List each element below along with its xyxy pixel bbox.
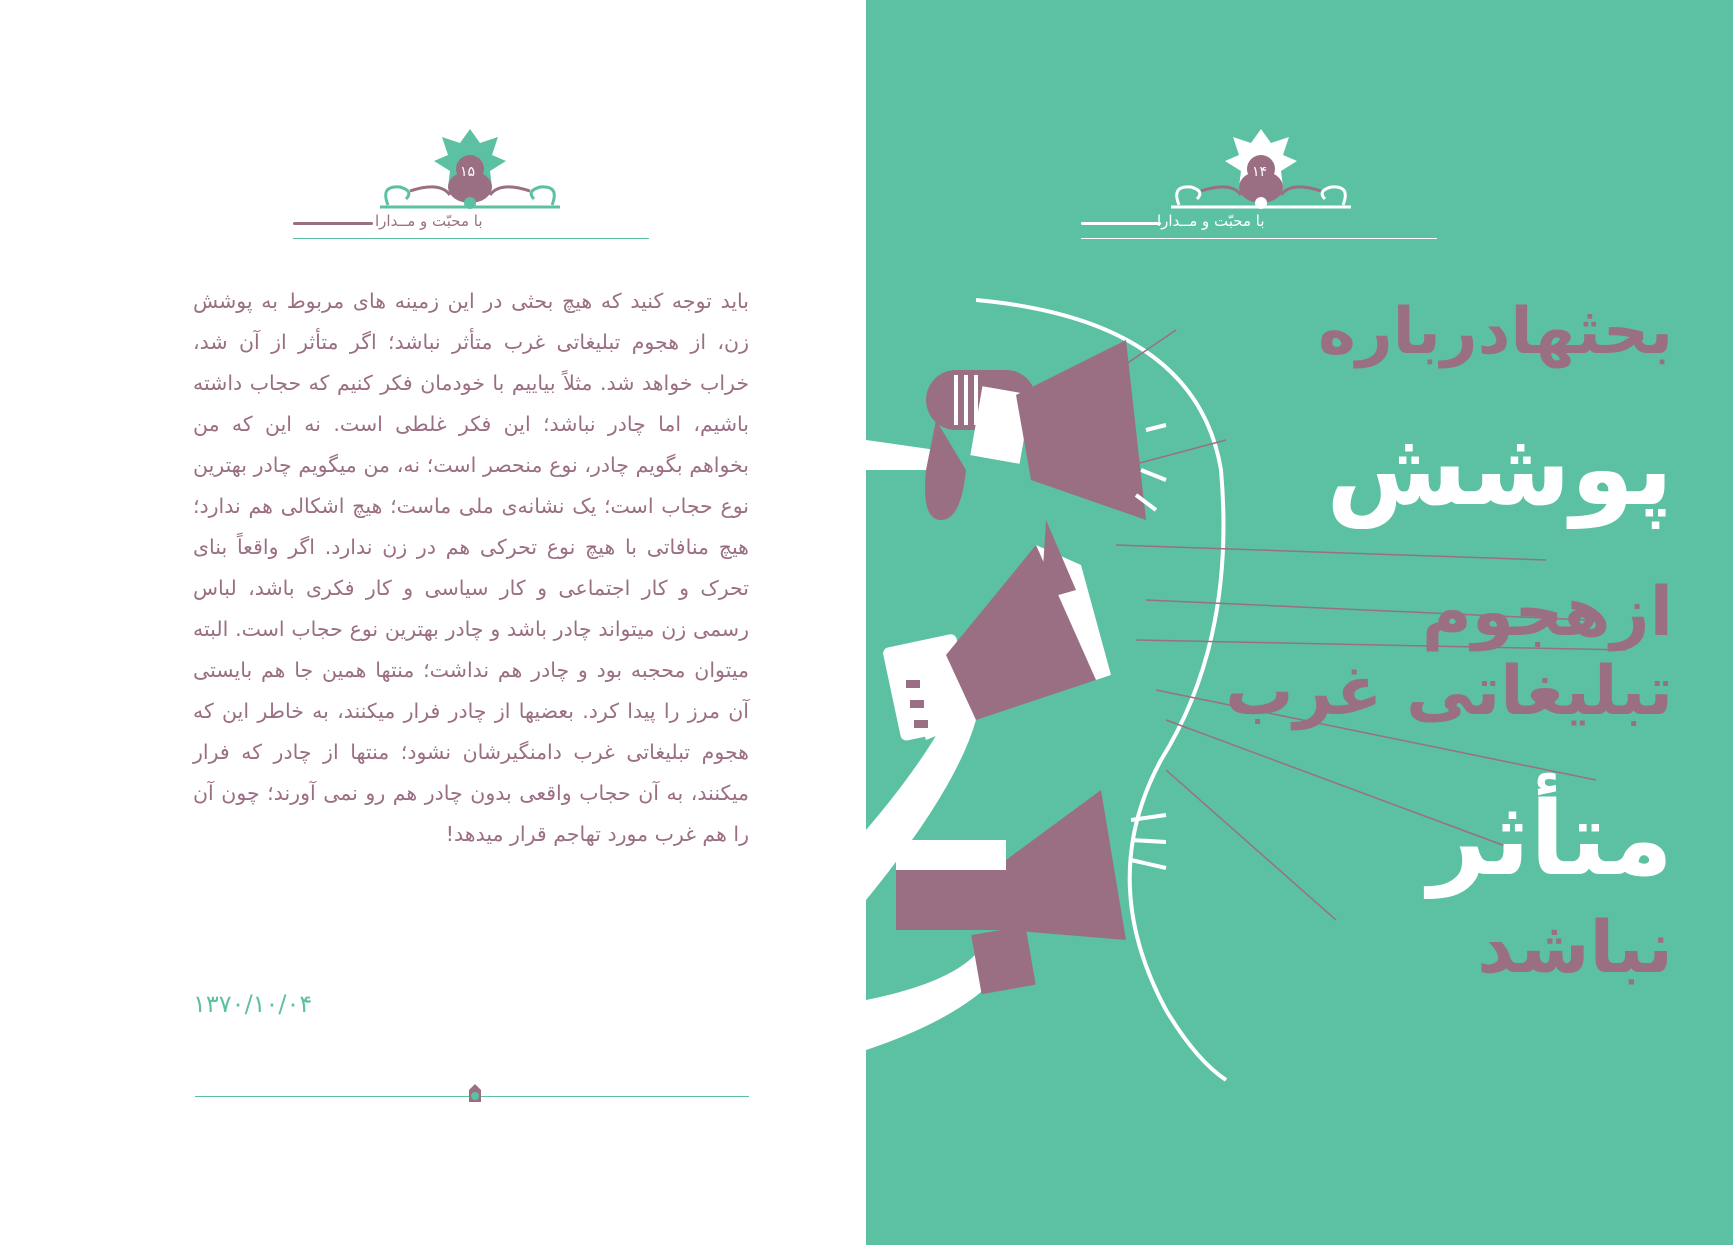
- date: ۱۳۷۰/۱۰/۰۴: [193, 990, 313, 1018]
- header-bar: [293, 222, 373, 225]
- title-line-1: بحثهادرباره: [1318, 295, 1673, 369]
- title-line-4: تبلیغاتی غرب: [1225, 652, 1673, 731]
- header-bar: [1081, 222, 1161, 225]
- left-page-number: ۱۵: [460, 164, 476, 180]
- footer-ornament-icon: [463, 1082, 487, 1106]
- title-line-5: متأثر: [1428, 780, 1673, 899]
- body-paragraph: باید توجه کنید که هیچ بحثی در این زمینه های مربوط به پوشش زن، از هجوم تبلیغاتی غرب متأثر نباشد؛ اگر متأثر از آن شد، خراب خواهد شد. مثلاً بیاییم با خودمان فکر کنیم که حجاب داشته باشیم، اما چادر نباشد؛ این فکر غلطی است. نه این که من بخواهم بگویم چادر، نوع منحصر است؛ نه، من میگویم چادر بهترین نوع حجاب است؛ یک نشانه‌ی ملی ماست؛ هیچ اشکالی هم ندارد؛ هیچ منافاتی با هیچ نوع تحرکی هم در زن ندارد. اگر واقعاً بنای تحرک و کار اجتماعی و کار سیاسی و کار فکری باشد، لباس رسمی زن میتواند چادر باشد و چادر بهترین نوع حجاب است. البته میتوان محجبه بود و چادر هم نداشت؛ منتها همین جا هم بایستی آن مرز را پیدا کرد. بعضیها از چادر فرار میکنند، به خاطر این که هجوم تبلیغاتی غرب دامنگیرشان نشود؛ منتها از چادر که فرار میکنند، به آن حجاب واقعی بدون چادر هم رو نمی آورند؛ چون آن را هم غرب مورد تهاجم قرار میدهد!: [193, 289, 749, 846]
- left-page-header: با محبّت و مــدارا: [375, 212, 483, 230]
- megaphone-top: [866, 340, 1166, 520]
- right-page-header: با محبّت و مــدارا: [1157, 212, 1265, 230]
- title-line-3: ازهجوم: [1421, 573, 1673, 652]
- left-page: [0, 0, 866, 1245]
- title-line-2: پوشش: [1326, 410, 1673, 529]
- header-divider: [1081, 238, 1437, 239]
- right-page: [866, 0, 1733, 1245]
- right-page-number: ۱۴: [1252, 164, 1268, 180]
- title-line-6: نباشد: [1477, 905, 1673, 989]
- header-divider: [293, 238, 649, 239]
